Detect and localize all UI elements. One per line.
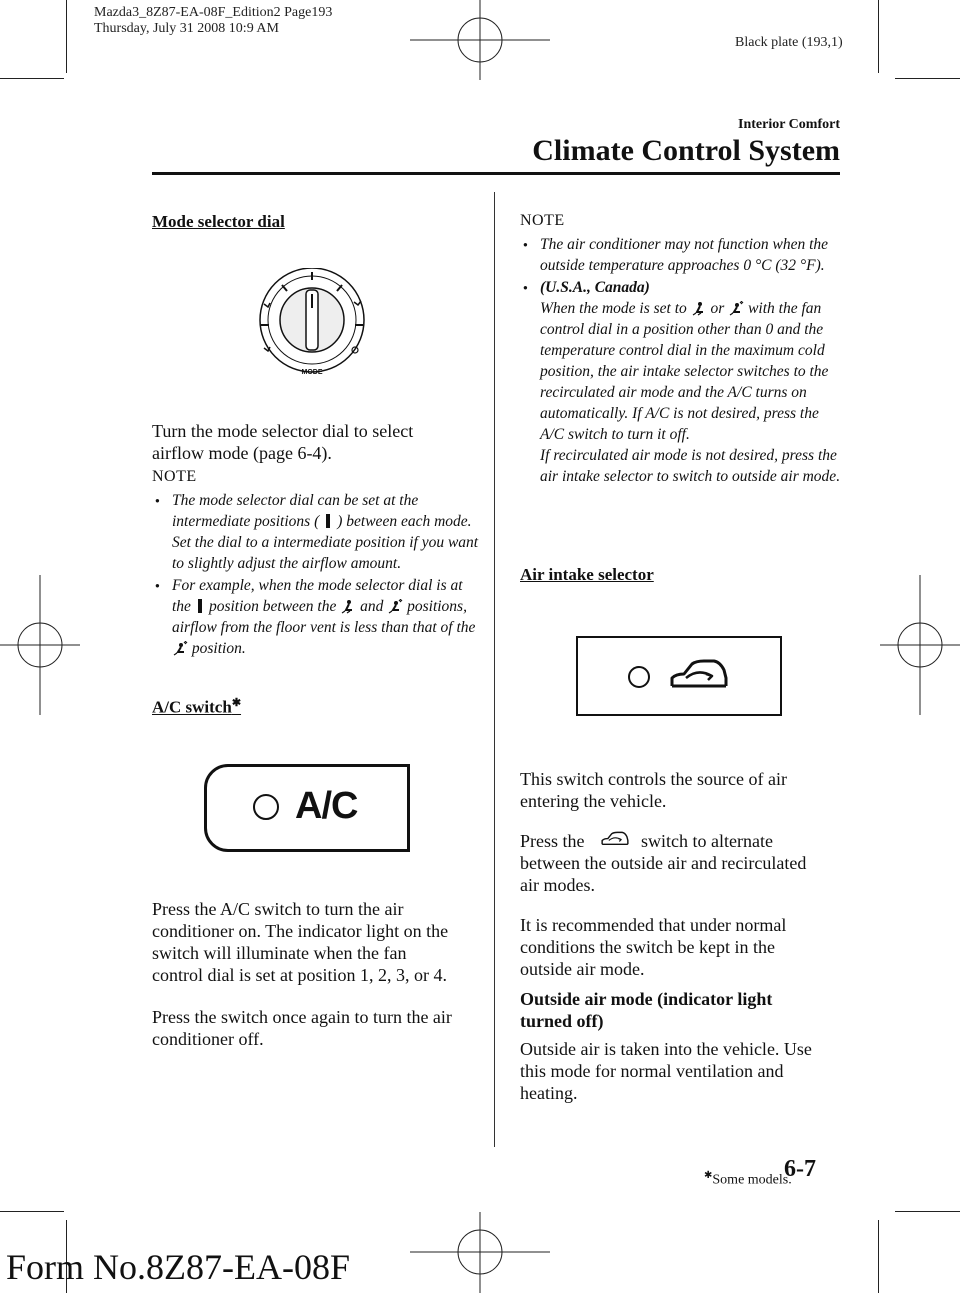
intake-text-part: switch to alternate bbox=[641, 831, 773, 851]
footnote-text: Some models. bbox=[712, 1172, 792, 1188]
outside-heading-line: turned off) bbox=[520, 1011, 604, 1031]
print-date-line: Thursday, July 31 2008 10:9 AM bbox=[94, 21, 279, 36]
note-item bbox=[172, 575, 482, 659]
intake-text-line: air modes. bbox=[520, 875, 595, 895]
mode-text-line: Turn the mode selector dial to select bbox=[152, 421, 414, 441]
header-rule bbox=[152, 172, 840, 175]
ac-switch-heading bbox=[152, 696, 241, 718]
floor-mode-icon bbox=[691, 301, 707, 317]
note-text: If recirculated air mode is not desired, press the air intake selector to switch to outside air mode. bbox=[540, 447, 841, 485]
note-text: position. bbox=[191, 640, 246, 657]
note-label: NOTE bbox=[520, 212, 565, 229]
column-divider bbox=[494, 192, 495, 1147]
some-models-mark: ✱ bbox=[231, 697, 242, 709]
intermediate-position-icon bbox=[198, 599, 202, 613]
ac-switch-illustration bbox=[204, 764, 410, 852]
outside-air-mode-heading bbox=[520, 988, 850, 1032]
intake-text-line: It is recommended that under normal bbox=[520, 915, 787, 935]
note-item bbox=[172, 490, 482, 574]
registration-mark-left bbox=[0, 575, 80, 715]
note-item: ● The air conditioner may not function when the outside temperature approaches 0 °C (32 °F). bbox=[540, 234, 845, 276]
ac-heading-text: A/C switch bbox=[152, 697, 232, 717]
mode-note bbox=[152, 468, 482, 660]
recirculation-car-inline-icon bbox=[595, 830, 635, 850]
registration-mark-top bbox=[410, 0, 550, 80]
mode-dial-label: MODE bbox=[301, 369, 323, 376]
ac-text-line: Press the A/C switch to turn the air bbox=[152, 899, 404, 919]
note-text: The mode selector dial can be set at the intermediate positions ( bbox=[172, 492, 419, 530]
intake-text-line: entering the vehicle. bbox=[520, 791, 667, 811]
ac-text-2 bbox=[152, 1006, 487, 1050]
section-label: Interior Comfort bbox=[738, 117, 840, 132]
mode-selector-heading: Mode selector dial bbox=[152, 212, 285, 231]
outside-air-mode-text bbox=[520, 1038, 850, 1104]
form-number: Form No.8Z87-EA-08F bbox=[6, 1247, 350, 1287]
page-number: 6-7 bbox=[784, 1156, 816, 1182]
air-intake-heading: Air intake selector bbox=[520, 565, 654, 584]
intake-text-line: conditions the switch be kept in the bbox=[520, 937, 775, 957]
outside-heading-line: Outside air mode (indicator light bbox=[520, 989, 773, 1009]
plate-label: Black plate (193,1) bbox=[735, 35, 843, 50]
ac-text-line: conditioner off. bbox=[152, 1029, 264, 1049]
note-text: position between the bbox=[208, 598, 337, 615]
recirculation-car-icon bbox=[668, 656, 730, 698]
mode-dial-illustration bbox=[250, 268, 378, 380]
ac-text-1 bbox=[152, 898, 487, 986]
intake-text-line bbox=[520, 830, 850, 852]
intake-text-1 bbox=[520, 768, 850, 812]
footnote bbox=[704, 1170, 792, 1189]
registration-mark-bottom bbox=[410, 1212, 550, 1293]
note-region: ● (U.S.A., Canada) bbox=[540, 279, 650, 296]
outside-text-line: this mode for normal ventilation and bbox=[520, 1061, 784, 1081]
mode-text-line: airflow mode (page 6-4). bbox=[152, 443, 332, 463]
registration-mark-right bbox=[880, 575, 960, 715]
note-item bbox=[540, 277, 845, 487]
note-text: and bbox=[360, 598, 384, 615]
floor-defroster-mode-icon bbox=[172, 641, 188, 657]
page-title: Climate Control System bbox=[532, 134, 840, 167]
intake-text-part: Press the bbox=[520, 831, 585, 851]
note-label: NOTE bbox=[152, 468, 197, 485]
outside-text-line: heating. bbox=[520, 1083, 578, 1103]
intake-text-2 bbox=[520, 830, 850, 896]
mode-text bbox=[152, 420, 482, 464]
floor-defroster-mode-icon bbox=[387, 599, 403, 615]
note-text: positions, airflow from the floor vent is less than that of the bbox=[172, 598, 476, 636]
note-text: or bbox=[710, 300, 725, 317]
ac-text-line: switch will illuminate when the fan bbox=[152, 943, 407, 963]
floor-defroster-mode-icon bbox=[728, 301, 744, 317]
intake-indicator-light bbox=[628, 666, 650, 688]
ac-text-line: control dial is set at position 1, 2, 3, or 4. bbox=[152, 965, 447, 985]
footnote-mark: ✱ bbox=[704, 1170, 713, 1181]
outside-text-line: Outside air is taken into the vehicle. Use bbox=[520, 1039, 812, 1059]
note-text: For example, when the mode selector dial is at the bbox=[172, 577, 463, 615]
floor-mode-icon bbox=[340, 599, 356, 615]
print-file-line: Mazda3_8Z87-EA-08F_Edition2 Page193 bbox=[94, 5, 333, 20]
ac-indicator-light bbox=[253, 794, 279, 820]
intake-text-line: outside air mode. bbox=[520, 959, 645, 979]
intake-text-3 bbox=[520, 914, 850, 980]
intake-text-line: between the outside air and recirculated bbox=[520, 853, 807, 873]
air-intake-illustration bbox=[576, 636, 782, 716]
ac-text-line: Press the switch once again to turn the air bbox=[152, 1007, 452, 1027]
note-text: ) between each mode. Set the dial to a intermediate position if you want to slightly adjust the airflow amount. bbox=[172, 513, 479, 572]
intermediate-position-icon bbox=[326, 514, 330, 528]
intake-text-line: This switch controls the source of air bbox=[520, 769, 787, 789]
ac-button-label: A/C bbox=[295, 785, 358, 827]
ac-text-line: conditioner on. The indicator light on the bbox=[152, 921, 449, 941]
note-text: When the mode is set to bbox=[540, 300, 687, 317]
note-text: with the fan control dial in a position other than 0 and the temperature control dial in the maximum cold position, the air intake selector switches to the recirculated air mode and the A/C turns on automatically. If A/C is not desired, press the A/C switch to turn it off. bbox=[540, 300, 829, 443]
ac-note bbox=[520, 212, 845, 488]
